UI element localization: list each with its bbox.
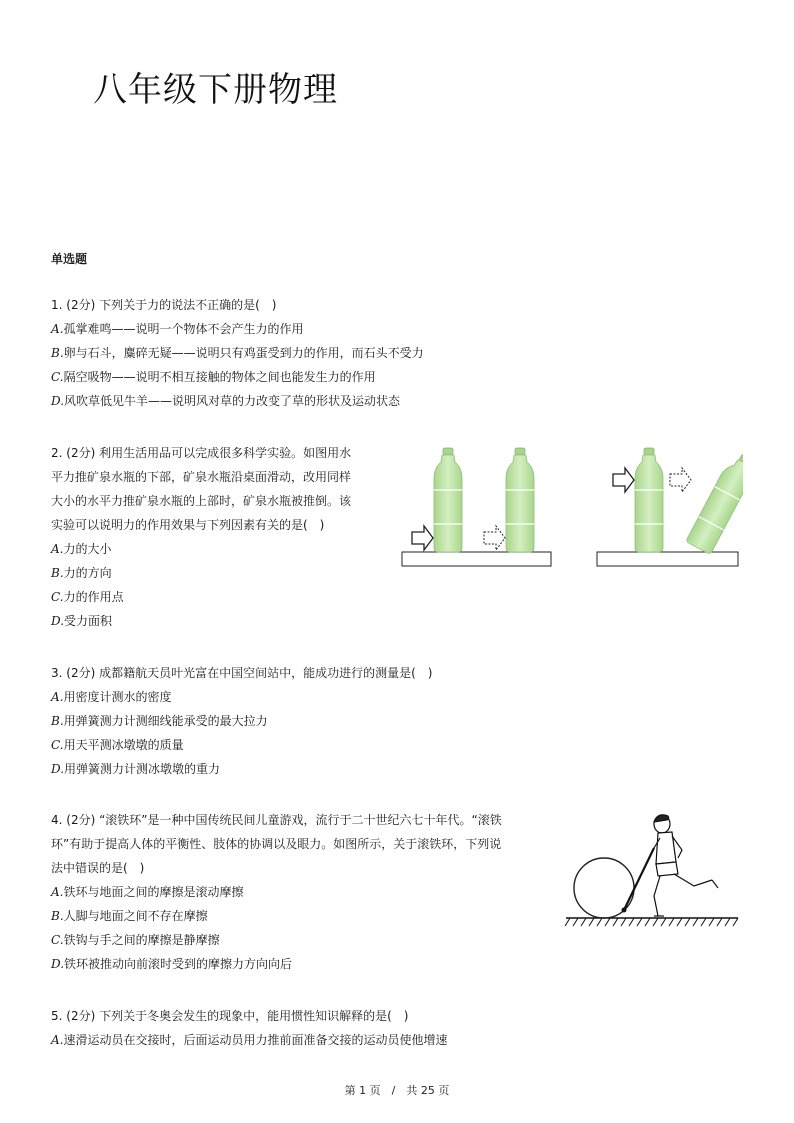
option-text: 孤掌难鸣——说明一个物体不会产生力的作用	[63, 322, 304, 336]
question-stem: 5. (2分) 下列关于冬奥会发生的现象中，能用惯性知识解释的是( )	[51, 1009, 409, 1023]
option-text: 铁环与地面之间的摩擦是滚动摩擦	[63, 885, 244, 899]
option-c	[51, 928, 502, 952]
bottle-moved	[506, 448, 534, 552]
option-letter: C.	[51, 933, 64, 947]
option-text: 用天平测冰墩墩的质量	[63, 738, 184, 752]
option-a	[51, 880, 502, 904]
bottle-upright	[434, 448, 462, 552]
option-c	[51, 585, 351, 609]
bottle-tipped	[686, 450, 743, 555]
push-hook	[624, 848, 654, 910]
option-letter: C.	[51, 738, 64, 752]
option-letter: B.	[51, 346, 64, 360]
push-arrow-dashed	[484, 526, 505, 550]
option-a	[51, 317, 424, 341]
option-text: 力的大小	[63, 542, 112, 556]
question-stem: 实验可以说明力的作用效果与下列因素有关的是( )	[51, 518, 325, 532]
option-letter: A.	[51, 690, 64, 704]
option-b	[51, 904, 502, 928]
option-text: 隔空吸物——说明不相互接触的物体之间也能发生力的作用	[63, 370, 376, 384]
option-text: 用密度计测水的密度	[63, 690, 172, 704]
option-a	[51, 1028, 448, 1052]
hoop-rolling-figure	[562, 808, 742, 932]
option-letter: D.	[51, 762, 65, 776]
question-stem: 3. (2分) 成都籍航天员叶光富在中国空间站中，能成功进行的测量是( )	[51, 666, 433, 680]
option-text: 铁钩与手之间的摩擦是静摩擦	[63, 933, 220, 947]
option-d	[51, 389, 424, 413]
document-title: 八年级下册物理	[93, 70, 338, 110]
option-b	[51, 341, 424, 365]
option-text: 力的作用点	[63, 590, 124, 604]
option-b	[51, 709, 432, 733]
push-arrow-solid	[412, 526, 433, 550]
option-text: 人脚与地面之间不存在摩擦	[63, 909, 208, 923]
option-letter: A.	[51, 1033, 64, 1047]
question-4	[51, 808, 502, 976]
option-letter: B.	[51, 566, 64, 580]
option-text: 风吹草低见牛羊——说明风对草的力改变了草的形状及运动状态	[64, 394, 401, 408]
option-letter: A.	[51, 542, 64, 556]
boy-figure	[654, 815, 718, 916]
question-stem: 4. (2分) “滚铁环”是一种中国传统民间儿童游戏，流行于二十世纪六七十年代。“滚铁	[51, 813, 502, 827]
page-footer: 第 1 页 / 共 25 页	[344, 1084, 450, 1097]
table-left	[402, 552, 551, 566]
push-arrow-solid	[613, 468, 634, 492]
option-a	[51, 685, 432, 709]
question-3	[51, 661, 432, 781]
option-letter: A.	[51, 322, 64, 336]
question-stem: 法中错误的是( )	[51, 861, 145, 875]
question-stem: 平力推矿泉水瓶的下部，矿泉水瓶沿桌面滑动，改用同样	[51, 470, 352, 484]
option-letter: D.	[51, 614, 65, 628]
table-right	[597, 552, 738, 566]
option-letter: B.	[51, 909, 64, 923]
option-text: 卵与石斗，麋碎无疑——说明只有鸡蛋受到力的作用，而石头不受力	[63, 346, 424, 360]
option-c	[51, 365, 424, 389]
option-letter: D.	[51, 394, 65, 408]
question-1	[51, 293, 424, 413]
option-letter: D.	[51, 957, 65, 971]
option-text: 受力面积	[64, 614, 113, 628]
option-letter: A.	[51, 885, 64, 899]
question-stem: 大小的水平力推矿泉水瓶的上部时，矿泉水瓶被推倒。该	[51, 494, 352, 508]
option-letter: C.	[51, 590, 64, 604]
section-heading: 单选题	[51, 252, 88, 266]
bottle-experiment-figure	[398, 440, 743, 572]
option-letter: C.	[51, 370, 64, 384]
bottle-upright	[635, 448, 663, 552]
question-stem: 2. (2分) 利用生活用品可以完成很多科学实验。如图用水	[51, 446, 352, 460]
option-c	[51, 733, 432, 757]
option-text: 速滑运动员在交接时，后面运动员用力推前面准备交接的运动员使他增速	[63, 1033, 448, 1047]
option-d	[51, 757, 432, 781]
option-a	[51, 537, 351, 561]
option-b	[51, 561, 351, 585]
question-2	[51, 441, 351, 633]
question-stem: 1. (2分) 下列关于力的说法不正确的是( )	[51, 298, 277, 312]
option-letter: B.	[51, 714, 64, 728]
option-text: 力的方向	[63, 566, 112, 580]
option-d	[51, 952, 502, 976]
option-text: 铁环被推动向前滚时受到的摩擦力方向向后	[64, 957, 293, 971]
question-stem: 环”有助于提高人体的平衡性、肢体的协调以及眼力。如图所示，关于滚铁环，下列说	[51, 837, 502, 851]
option-text: 用弹簧测力计测细线能承受的最大拉力	[63, 714, 268, 728]
option-d	[51, 609, 351, 633]
push-arrow-dashed	[670, 468, 691, 492]
ground-hatching	[565, 918, 738, 926]
question-5	[51, 1004, 448, 1052]
option-text: 用弹簧测力计测冰墩墩的重力	[64, 762, 221, 776]
